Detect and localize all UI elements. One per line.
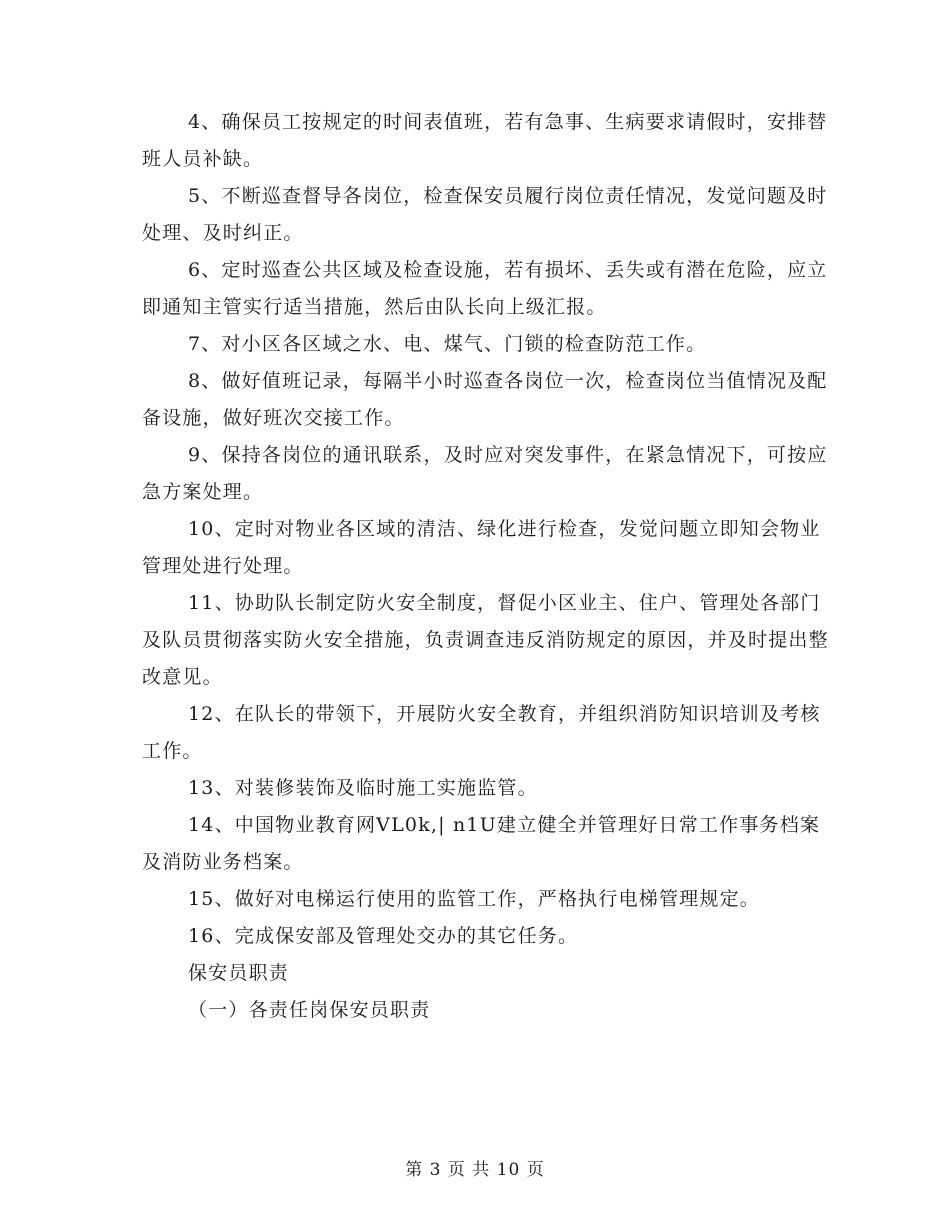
- paragraph-item-10: 10、定时对物业各区域的清洁、绿化进行检查，发觉问题立即知会物业管理处进行处理。: [142, 518, 821, 577]
- paragraph-item-5: 5、不断巡查督导各岗位，检查保安员履行岗位责任情况，发觉问题及时处理、及时纠正。: [142, 185, 828, 244]
- section-heading: 保安员职责: [188, 962, 290, 984]
- paragraph-item-7: 7、对小区各区域之水、电、煤气、门锁的检查防范工作。: [188, 333, 707, 355]
- paragraph-item-16: 16、完成保安部及管理处交办的其它任务。: [188, 925, 579, 947]
- paragraph-item-11: 11、协助队长制定防火安全制度，督促小区业主、住户、管理处各部门及队员贯彻落实防火安全措施，负责调查违反消防规定的原因，并及时提出整改意见。: [142, 592, 829, 688]
- document-body: [142, 104, 832, 1029]
- paragraph-item-4: 4、确保员工按规定的时间表值班，若有急事、生病要求请假时，安排替班人员补缺。: [142, 111, 828, 170]
- paragraph-item-14: 14、中国物业教育网VL0k,| n1U建立健全并管理好日常工作事务档案及消防业务档案。: [142, 814, 821, 873]
- paragraph-item-13: 13、对装修装饰及临时施工实施监管。: [188, 777, 538, 799]
- subsection-heading: （一）各责任岗保安员职责: [188, 999, 431, 1021]
- paragraph-item-6: 6、定时巡查公共区域及检查设施，若有损坏、丢失或有潜在危险，应立即通知主管实行适当措施，然后由队长向上级汇报。: [142, 259, 828, 318]
- page-number-footer: 第 3 页 共 10 页: [405, 1160, 545, 1180]
- paragraph-item-12: 12、在队长的带领下，开展防火安全教育，并组织消防知识培训及考核工作。: [142, 703, 821, 762]
- paragraph-item-15: 15、做好对电梯运行使用的监管工作，严格执行电梯管理规定。: [188, 888, 760, 910]
- paragraph-item-8: 8、做好值班记录，每隔半小时巡查各岗位一次，检查岗位当值情况及配备设施，做好班次交接工作。: [142, 370, 828, 429]
- paragraph-item-9: 9、保持各岗位的通讯联系，及时应对突发事件，在紧急情况下，可按应急方案处理。: [142, 444, 828, 503]
